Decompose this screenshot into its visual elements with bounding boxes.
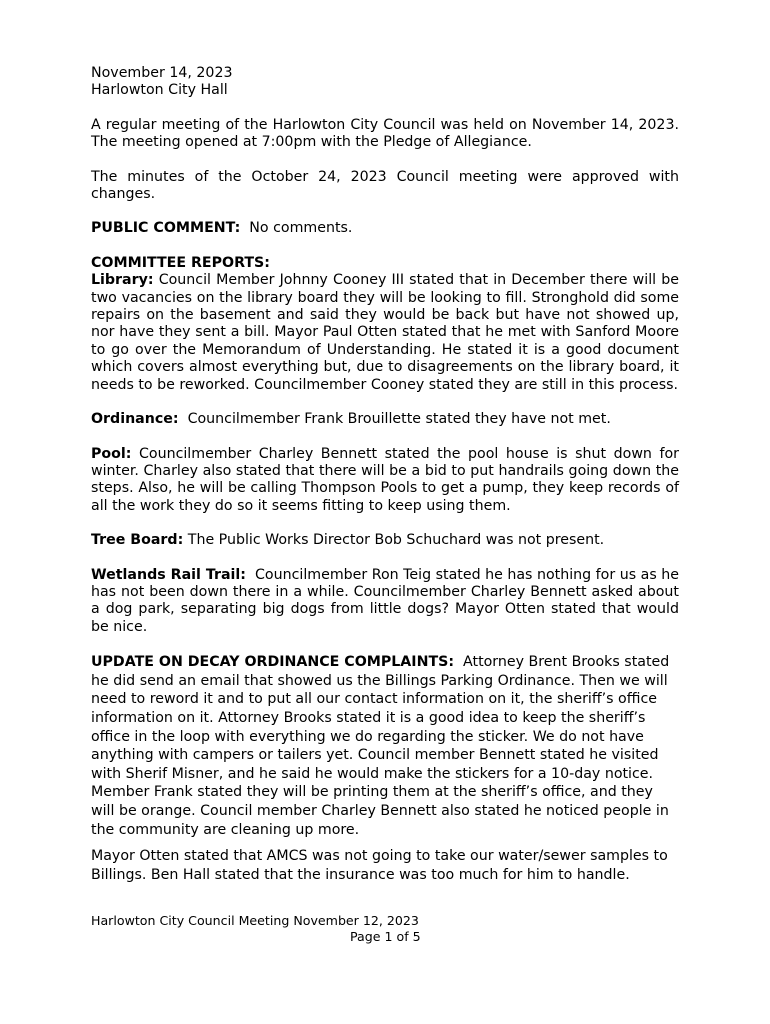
ordinance-heading: Ordinance: bbox=[91, 411, 179, 428]
committee-reports-heading: COMMITTEE REPORTS: bbox=[91, 254, 270, 271]
minutes-paragraph: The minutes of the October 24, 2023 Council meeting were approved with changes. bbox=[91, 168, 679, 203]
wetlands-text: Councilmember Ron Teig stated he has nothing for us as he has not been down there in a while. Councilmember Charley Bennett asked about a dog park, separating big dogs from little dogs? Mayor Otten stated that would be nice. bbox=[91, 566, 679, 635]
ordinance-section bbox=[91, 411, 679, 428]
public-comment-heading: PUBLIC COMMENT: bbox=[91, 220, 241, 237]
decay-ordinance-section bbox=[91, 653, 679, 839]
pool-text: Councilmember Charley Bennett stated the pool house is shut down for winter. Charley also stated that there will be a bid to put handrails going down the steps. Also, he will be calling Thompson Pools to get a pump, they keep records of all the work they do so it seems fitting to keep using them. bbox=[91, 445, 679, 514]
pool-section bbox=[91, 446, 679, 516]
ordinance-text: Councilmember Frank Brouillette stated they have not met. bbox=[187, 411, 611, 428]
opening-paragraph: A regular meeting of the Harlowton City Council was held on November 14, 2023. The meeting opened at 7:00pm with the Pledge of Allegiance. bbox=[91, 116, 679, 151]
tree-board-heading: Tree Board: bbox=[91, 532, 184, 549]
wetlands-section bbox=[91, 567, 679, 637]
library-section bbox=[91, 272, 679, 394]
footer-title: Harlowton City Council Meeting November 12, 2023 bbox=[91, 913, 419, 928]
library-heading: Library: bbox=[91, 272, 154, 289]
decay-ordinance-heading: UPDATE ON DECAY ORDINANCE COMPLAINTS: bbox=[91, 654, 455, 671]
public-comment-text: No comments. bbox=[249, 220, 353, 237]
public-comment-section bbox=[91, 220, 679, 237]
document-page bbox=[91, 65, 679, 884]
page-number: Page 1 of 5 bbox=[350, 929, 421, 944]
tree-board-section bbox=[91, 532, 679, 549]
library-text: Council Member Johnny Cooney III stated that in December there will be two vacancies on the library board they will be looking to fill. Stronghold did some repairs on the basement and said they would be back but have not showed up, nor have they sent a bill. Mayor Paul Otten stated that he met with Sanford Moore to go over the Memorandum of Understanding. He stated it is a good document which covers almost everything but, due to disagreements on the library board, it needs to be reworked. Councilmember Cooney stated they are still in this process. bbox=[91, 272, 679, 393]
wetlands-heading: Wetlands Rail Trail: bbox=[91, 566, 246, 583]
meeting-date: November 14, 2023 bbox=[91, 65, 233, 81]
mayor-note-paragraph: Mayor Otten stated that AMCS was not going to take our water/sewer samples to Billings. Ben Hall stated that the insurance was too much for him to handle. bbox=[91, 848, 668, 883]
decay-ordinance-text: Attorney Brent Brooks stated he did send an email that showed us the Billings Parking Ordinance. Then we will need to reword it and to put all our contact information on it, the sheriff’s office information on it. Attorney Brooks stated it is a good idea to keep the sheriff’s office in the loop with everything we do regarding the sticker. We do not have anything with campers or tailers yet. Council member Bennett stated he visited with Sherif Misner, and he said he would make the stickers for a 10-day notice. Member Frank stated they will be printing them at the sheriff’s office, and they will be orange. Council member Charley Bennett also stated he noticed people in the community are cleaning up more. bbox=[91, 654, 670, 838]
page-footer bbox=[91, 913, 679, 945]
tree-board-text: The Public Works Director Bob Schuchard was not present. bbox=[187, 532, 605, 549]
meeting-location: Harlowton City Hall bbox=[91, 82, 228, 99]
pool-heading: Pool: bbox=[91, 445, 132, 462]
